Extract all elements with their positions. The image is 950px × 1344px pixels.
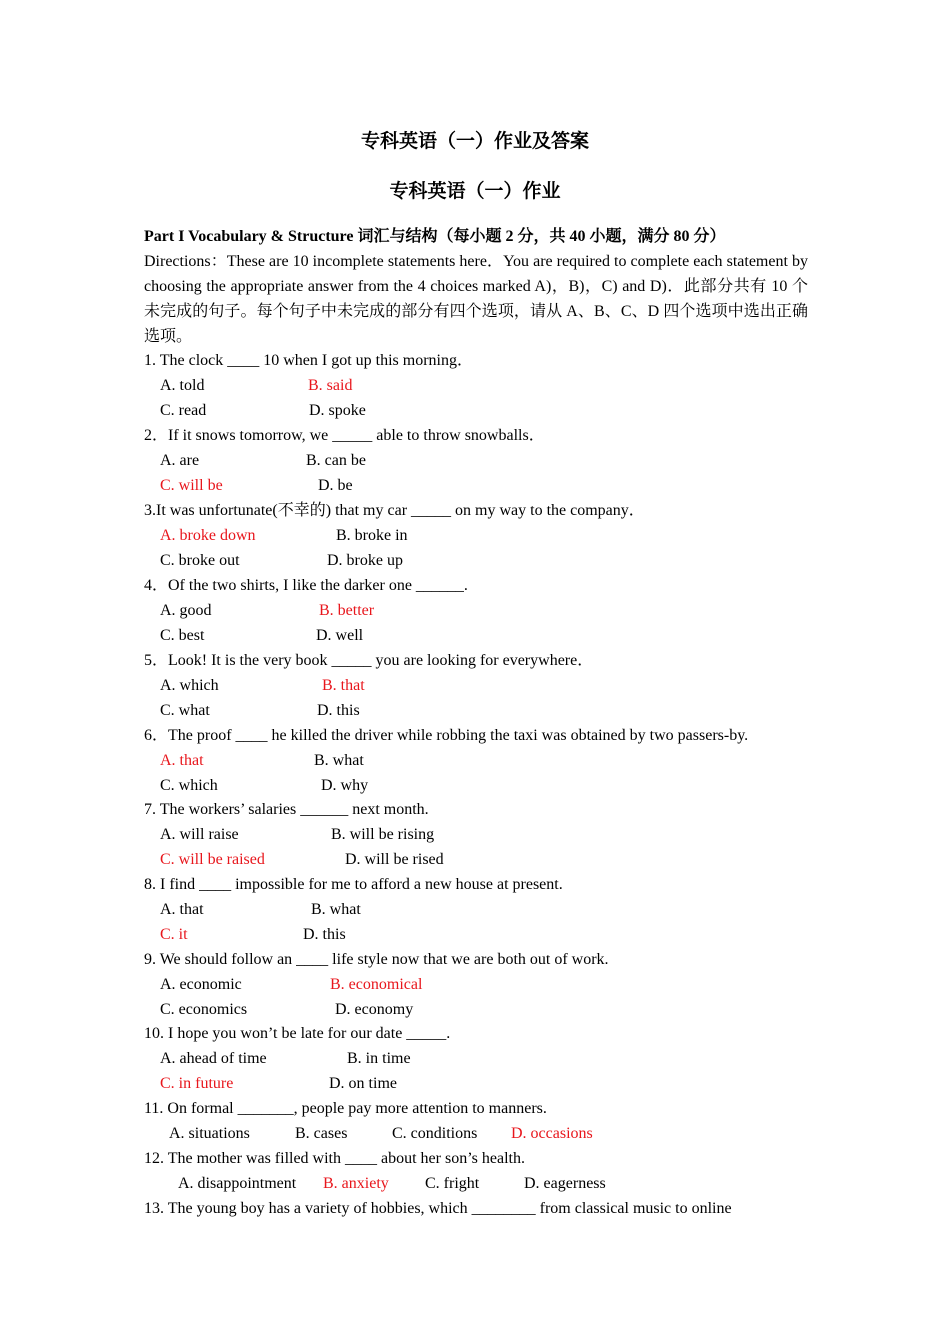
question-stem: 2．If it snows tomorrow, we _____ able to throw snowballs． <box>144 427 545 444</box>
option: A. economic <box>160 976 242 993</box>
option: C. conditions <box>392 1125 478 1142</box>
document-title: 专科英语（一）作业及答案 <box>360 131 589 152</box>
option-answer: C. will be <box>160 477 223 494</box>
option: D. this <box>317 702 360 719</box>
option-answer: C. in future <box>160 1075 234 1092</box>
option: D. be <box>318 477 353 494</box>
question-stem: 11. On formal _______, people pay more attention to manners. <box>144 1100 547 1117</box>
question-stem: 8. I find ____ impossible for me to afford a new house at present. <box>144 876 563 893</box>
option-answer: D. occasions <box>511 1125 593 1142</box>
option: C. fright <box>425 1175 480 1192</box>
option: A. good <box>160 602 212 619</box>
option: A. told <box>160 377 205 394</box>
option: B. broke in <box>336 527 408 544</box>
option: D. spoke <box>309 402 366 419</box>
question-stem: 9. We should follow an ____ life style now that we are both out of work. <box>144 951 609 968</box>
option: D. on time <box>329 1075 397 1092</box>
option-answer: B. economical <box>330 976 423 993</box>
question-stem: 7. The workers’ salaries ______ next month. <box>144 801 429 818</box>
option: D. well <box>316 627 364 644</box>
option: B. in time <box>347 1050 411 1067</box>
option-answer: A. broke down <box>160 527 256 544</box>
option: D. why <box>321 777 369 794</box>
option-answer: B. better <box>319 602 375 619</box>
question-stem: 12. The mother was filled with ____ about her son’s health. <box>144 1150 525 1167</box>
part-heading: Part I Vocabulary & Structure 词汇与结构（每小题 2 分，共 40 小题，满分 80 分） <box>144 228 726 245</box>
option-answer: B. said <box>308 377 353 394</box>
option: D. economy <box>335 1001 414 1018</box>
option-answer: C. will be raised <box>160 851 265 868</box>
option: C. which <box>160 777 218 794</box>
question-stem: 5．Look! It is the very book _____ you are looking for everywhere． <box>144 652 594 669</box>
option-answer: B. anxiety <box>323 1175 389 1192</box>
option: D. will be rised <box>345 851 444 868</box>
directions-text: Directions：These are 10 incomplete statements here．You are required to complete each statement by choosing the appropriate answer from the 4 choices marked A)，B)，C) and D)．此部分共有 10 个未完成的句子。每个句子中未完成的部分有四个选项，请从 A、B、C、D 四个选项中选出正确选项。 <box>144 253 808 345</box>
assignment-title: 专科英语（一）作业 <box>389 181 561 202</box>
question-stem: 6．The proof ____ he killed the driver while robbing the taxi was obtained by two passers-by. <box>144 727 749 744</box>
option: C. best <box>160 627 205 644</box>
option: A. disappointment <box>178 1175 297 1192</box>
option: D. eagerness <box>524 1175 606 1192</box>
option: B. what <box>311 901 361 918</box>
option: A. will raise <box>160 826 239 843</box>
option: B. what <box>314 752 364 769</box>
option: C. broke out <box>160 552 240 569</box>
option: B. will be rising <box>331 826 435 843</box>
question-stem: 3.It was unfortunate(不幸的) that my car _____ on my way to the company． <box>144 502 645 519</box>
option: A. which <box>160 677 219 694</box>
question-stem: 10. I hope you won’t be late for our date _____. <box>144 1025 451 1042</box>
option: C. economics <box>160 1001 248 1018</box>
question-stem: 1. The clock ____ 10 when I got up this morning． <box>144 352 474 369</box>
option: A. are <box>160 452 200 469</box>
question-stem: 4．Of the two shirts, I like the darker one ______. <box>144 577 468 594</box>
option: A. that <box>160 901 204 918</box>
option: D. this <box>303 926 346 943</box>
option-answer: A. that <box>160 752 204 769</box>
option: B. can be <box>306 452 366 469</box>
question-stem: 13. The young boy has a variety of hobbies, which ________ from classical music to online <box>144 1200 732 1217</box>
option: C. read <box>160 402 207 419</box>
option: A. ahead of time <box>160 1050 267 1067</box>
option: C. what <box>160 702 210 719</box>
option-answer: B. that <box>322 677 365 694</box>
option-answer: C. it <box>160 926 188 943</box>
option: B. cases <box>295 1125 348 1142</box>
option: A. situations <box>169 1125 250 1142</box>
option: D. broke up <box>327 552 403 569</box>
